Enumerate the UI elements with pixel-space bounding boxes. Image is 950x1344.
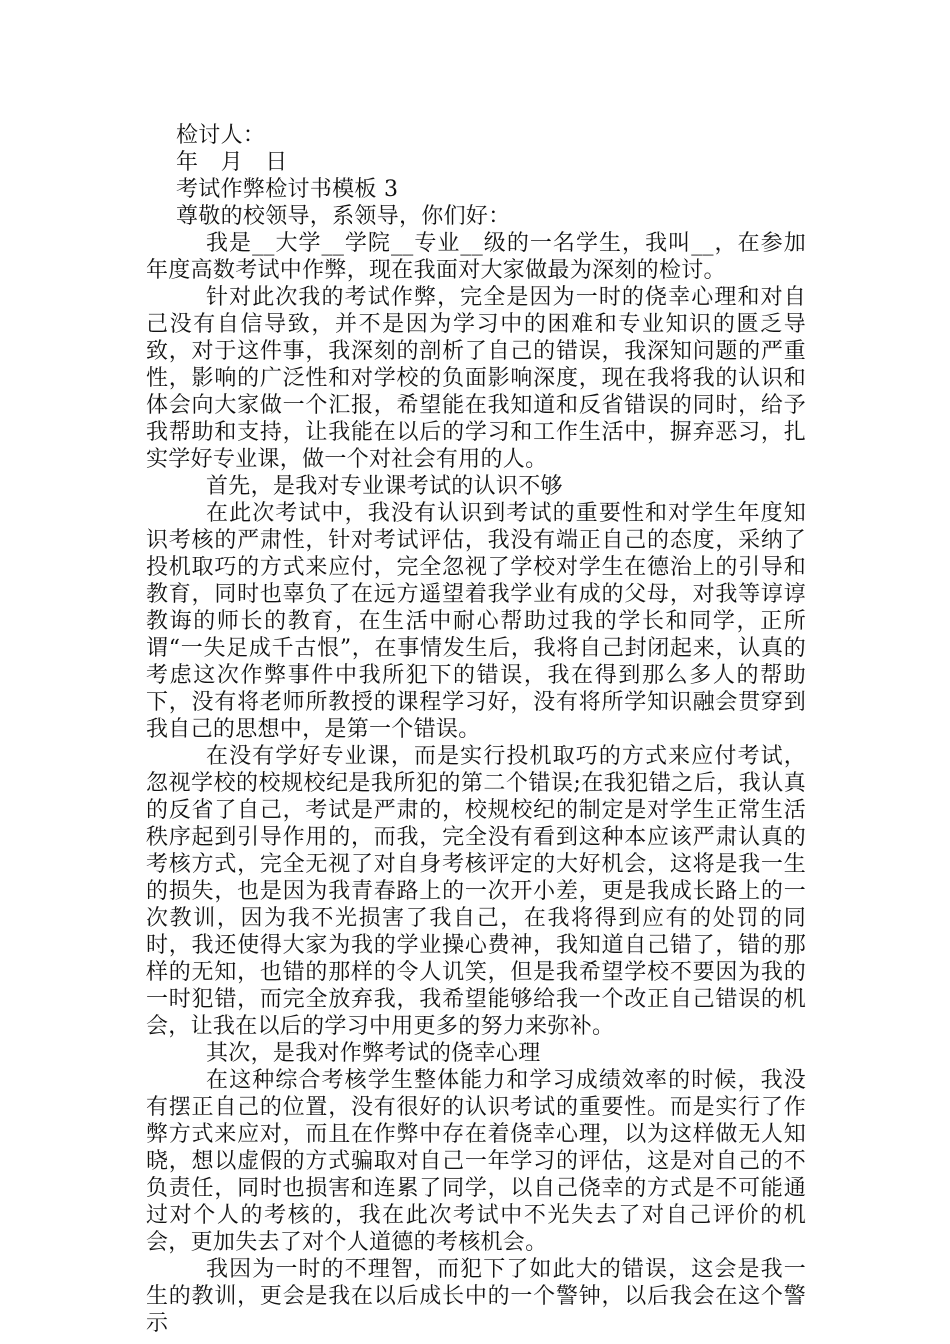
section-heading-first: 首先，是我对专业课考试的认识不够 [206, 474, 563, 499]
paragraph-first-error: 在此次考试中，我没有认识到考试的重要性和对学生年度知识考核的严肃性，针对考试评估，我没有端正自己的态度，采纳了投机取巧的方式来应付，完全忽视了学校对学生在德治上的引导和教育，同时也辜负了在远方遥望着我学业有成的父母，对我等谆谆教诲的师长的教育，在生活中耐心帮助过我的学长和同学，正所谓“一失足成千古恨”，在事情发生后，我将自己封闭起来，认真的考虑这次作弊事件中我所犯下的错误，我在得到那么多人的帮助下，没有将老师所教授的课程学习好，没有将所学知识融会贯穿到我自己的思想中，是第一个错误。 [146, 501, 806, 742]
paragraph-second-error: 在没有学好专业课，而是实行投机取巧的方式来应付考试，忽视学校的校规校纪是我所犯的第二个错误;在我犯错之后，我认真的反省了自己，考试是严肃的，校规校纪的制定是对学生正常生活秩序起到引导作用的，而我，完全没有看到这种本应该严肃认真的考核方式，完全无视了对自身考核评定的大好机会，这将是我一生的损失，也是因为我青春路上的一次开小差，更是我成长路上的一次教训，因为我不光损害了我自己，在我将得到应有的处罚的同时，我还使得大家为我的学业操心费神，我知道自己错了，错的那样的无知，也错的那样的令人讥笑，但是我希望学校不要因为我的一时犯错，而完全放弃我，我希望能够给我一个改正自己错误的机会，让我在以后的学习中用更多的努力来弥补。 [146, 744, 806, 1039]
document-body [146, 122, 806, 1337]
section-heading-second: 其次，是我对作弊考试的侥幸心理 [206, 1041, 541, 1066]
paragraph-intro: 我是__大学__学院__专业__级的一名学生，我叫__，在参加年度高数考试中作弊，现在我面对大家做最为深刻的检讨。 [146, 231, 806, 283]
signature-label: 检讨人： [176, 123, 266, 148]
document-title: 考试作弊检讨书模板 3 [176, 177, 399, 202]
greeting: 尊敬的校领导，系领导，你们好： [176, 204, 511, 229]
date-label: 年 月 日 [176, 150, 288, 175]
paragraph-reason: 针对此次我的考试作弊，完全是因为一时的侥幸心理和对自己没有自信导致，并不是因为学习中的困难和专业知识的匮乏导致，对于这件事，我深刻的剖析了自己的错误，我深知问题的严重性，影响的广泛性和对学校的负面影响深度，现在我将我的认识和体会向大家做一个汇报，希望能在我知道和反省错误的同时，给予我帮助和支持，让我能在以后的学习和工作生活中，摒弃恶习，扎实学好专业课，做一个对社会有用的人。 [146, 285, 806, 472]
paragraph-lesson: 我因为一时的不理智，而犯下了如此大的错误，这会是我一生的教训，更会是我在以后成长中的一个警钟，以后我会在这个警示 [146, 1257, 806, 1336]
paragraph-luck-mindset: 在这种综合考核学生整体能力和学习成绩效率的时候，我没有摆正自己的位置，没有很好的认识考试的重要性。而是实行了作弊方式来应对，而且在作弊中存在着侥幸心理，以为这样做无人知晓，想以虚假的方式骗取对自己一年学习的评估，这是对自己的不负责任，同时也损害和连累了同学，以自己侥幸的方式是不可能通过对个人的考核的，我在此次考试中不光失去了对自己评价的机会，更加失去了对个人道德的考核机会。 [146, 1068, 806, 1255]
